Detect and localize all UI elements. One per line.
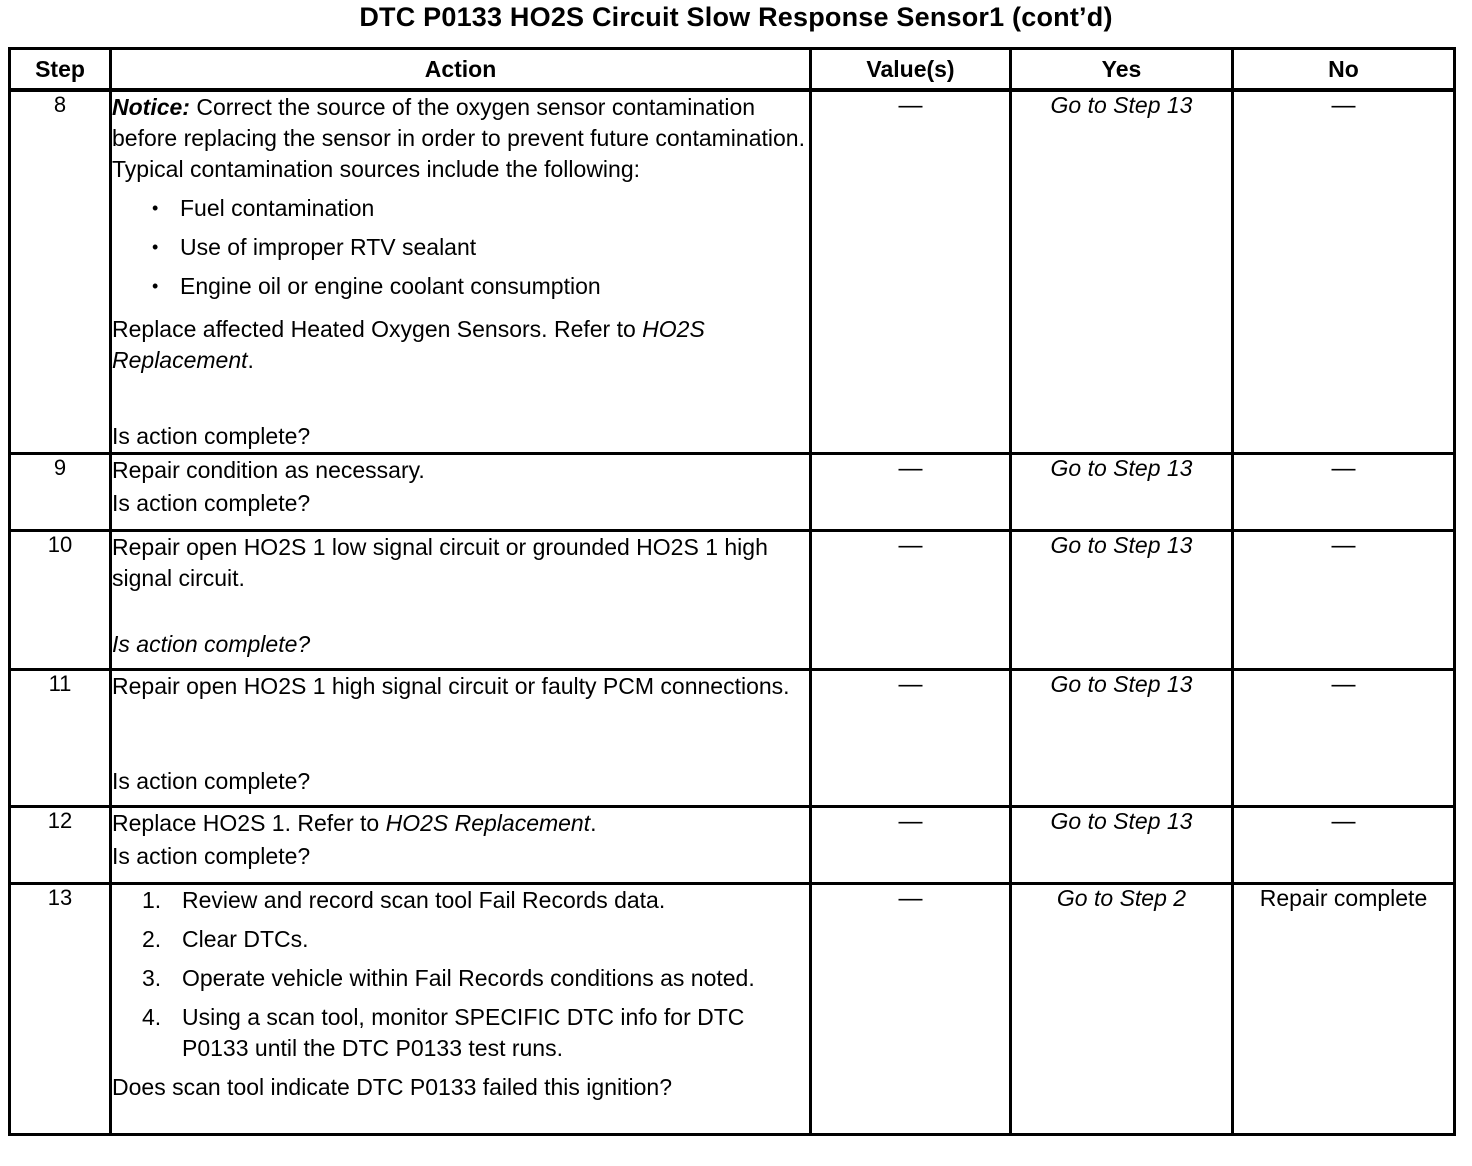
action-question: Is action complete? bbox=[112, 631, 311, 657]
list-item: • Use of improper RTV sealant bbox=[152, 228, 809, 267]
step-number: 8 bbox=[10, 90, 111, 454]
action-question: Does scan tool indicate DTC P0133 failed this ignition? bbox=[112, 1074, 672, 1100]
header-values: Value(s) bbox=[811, 49, 1011, 91]
list-item: • Fuel contamination bbox=[152, 189, 809, 228]
list-item: 2. Clear DTCs. bbox=[142, 926, 309, 952]
action-cell bbox=[111, 884, 811, 1135]
no-cell: — bbox=[1233, 454, 1455, 531]
value-cell: — bbox=[811, 884, 1011, 1135]
no-cell: — bbox=[1233, 807, 1455, 884]
table-row bbox=[10, 670, 1455, 807]
action-cell bbox=[111, 670, 811, 807]
action-text: Repair condition as necessary. bbox=[112, 457, 425, 483]
header-action: Action bbox=[111, 49, 811, 91]
notice-label: Notice: bbox=[112, 94, 190, 120]
action-cell bbox=[111, 90, 811, 454]
action-text: Replace HO2S 1. Refer to HO2S Replacement. bbox=[112, 810, 597, 836]
page-title: DTC P0133 HO2S Circuit Slow Response Sensor1 (cont’d) bbox=[359, 2, 1113, 32]
value-cell: — bbox=[811, 531, 1011, 670]
table-row bbox=[10, 884, 1455, 1135]
yes-cell: Go to Step 13 bbox=[1011, 454, 1233, 531]
list-item: • Engine oil or engine coolant consumption bbox=[152, 267, 809, 306]
yes-cell: Go to Step 13 bbox=[1011, 807, 1233, 884]
yes-cell: Go to Step 13 bbox=[1011, 90, 1233, 454]
action-question: Is action complete? bbox=[112, 843, 311, 869]
no-cell: — bbox=[1233, 531, 1455, 670]
procedure-list bbox=[112, 885, 809, 1064]
header-yes: Yes bbox=[1011, 49, 1233, 91]
step-number: 12 bbox=[10, 807, 111, 884]
list-item: 3. Operate vehicle within Fail Records conditions as noted. bbox=[142, 965, 755, 991]
value-cell: — bbox=[811, 670, 1011, 807]
notice-text: Correct the source of the oxygen sensor contamination before replacing the sensor in order to prevent future contamination. Typical contamination sources include the following: bbox=[112, 94, 805, 182]
action-cell bbox=[111, 807, 811, 884]
no-cell: — bbox=[1233, 670, 1455, 807]
value-cell: — bbox=[811, 454, 1011, 531]
replace-instruction: Replace affected Heated Oxygen Sensors. Refer to HO2S Replacement. bbox=[112, 316, 705, 373]
no-cell: — bbox=[1233, 90, 1455, 454]
reference-link: HO2S Replacement bbox=[385, 810, 591, 836]
no-cell: Repair complete bbox=[1233, 884, 1455, 1135]
action-text: Repair open HO2S 1 high signal circuit or faulty PCM connections. bbox=[112, 673, 790, 699]
table-row bbox=[10, 531, 1455, 670]
reference-link: HO2S Replacement bbox=[112, 316, 705, 373]
list-item: 1. Review and record scan tool Fail Records data. bbox=[142, 887, 666, 913]
step-number: 11 bbox=[10, 670, 111, 807]
action-text: Repair open HO2S 1 low signal circuit or grounded HO2S 1 high signal circuit. bbox=[112, 534, 768, 591]
value-cell: — bbox=[811, 90, 1011, 454]
step-number: 9 bbox=[10, 454, 111, 531]
value-cell: — bbox=[811, 807, 1011, 884]
table-row bbox=[10, 454, 1455, 531]
yes-cell: Go to Step 13 bbox=[1011, 531, 1233, 670]
yes-cell: Go to Step 13 bbox=[1011, 670, 1233, 807]
notice-paragraph bbox=[112, 92, 809, 185]
step-number: 13 bbox=[10, 884, 111, 1135]
action-question: Is action complete? bbox=[112, 768, 311, 794]
action-question: Is action complete? bbox=[112, 490, 311, 516]
header-step: Step bbox=[10, 49, 111, 91]
header-no: No bbox=[1233, 49, 1455, 91]
diagnostic-table bbox=[8, 47, 1456, 1136]
action-cell bbox=[111, 454, 811, 531]
contamination-list bbox=[112, 189, 809, 306]
header-row bbox=[10, 49, 1455, 91]
action-cell bbox=[111, 531, 811, 670]
action-question: Is action complete? bbox=[112, 423, 311, 449]
table-row bbox=[10, 807, 1455, 884]
list-item: 4. Using a scan tool, monitor SPECIFIC DTC info for DTC P0133 until the DTC P0133 test runs. bbox=[142, 1004, 745, 1061]
table-row bbox=[10, 90, 1455, 454]
step-number: 10 bbox=[10, 531, 111, 670]
yes-cell: Go to Step 2 bbox=[1011, 884, 1233, 1135]
